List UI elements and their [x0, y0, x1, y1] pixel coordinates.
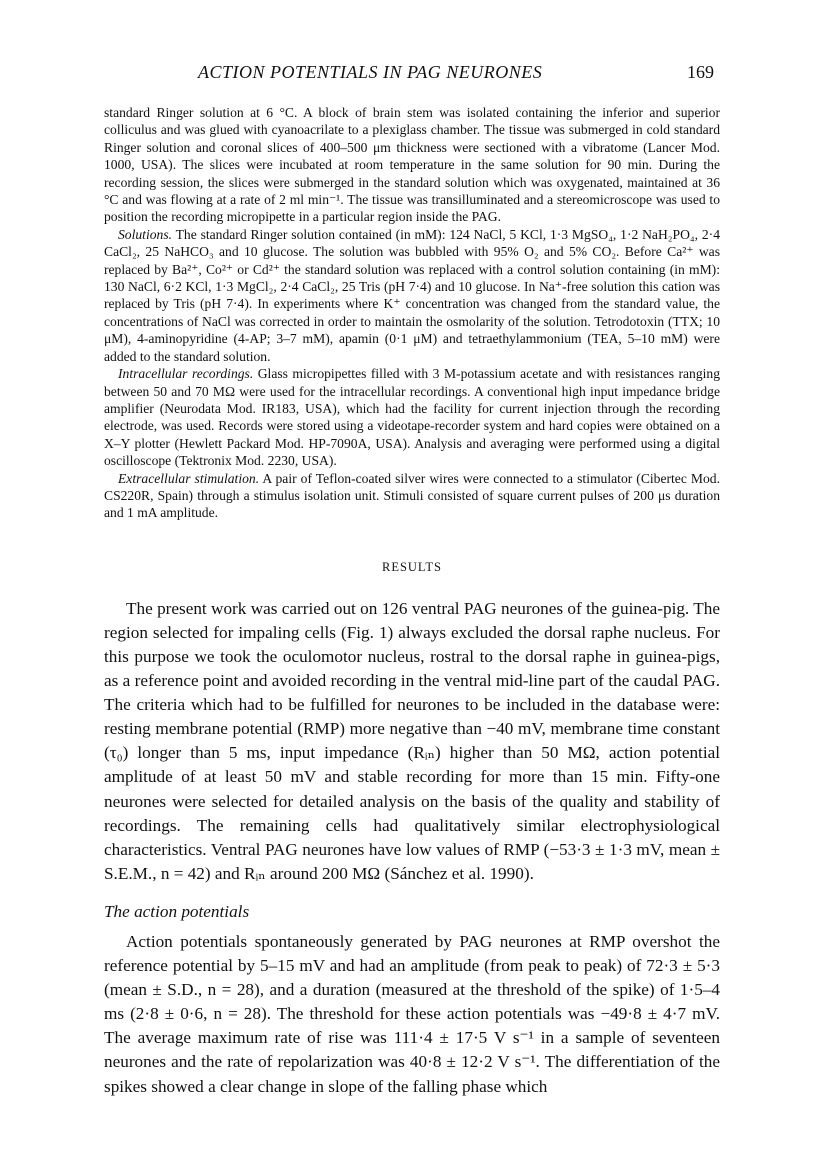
- running-title: ACTION POTENTIALS IN PAG NEURONES: [198, 62, 543, 82]
- action-potentials-subheading: The action potentials: [104, 901, 250, 921]
- methods-section: [104, 104, 720, 522]
- solutions-paragraph: [104, 226, 720, 365]
- page-number: 169: [687, 62, 714, 82]
- intracellular-paragraph: [104, 365, 720, 469]
- extracellular-paragraph: [104, 470, 720, 522]
- results-paragraph: The present work was carried out on 126 ventral PAG neurones of the guinea-pig. The region selected for impaling cells (Fig. 1) always excluded the dorsal raphe nucleus. For this purpose we took the oculomotor nucleus, rostral to the dorsal raphe in guinea-pigs, as a reference point and avoided recording in the ventral mid-line part of the caudal PAG. The criteria which had to be fulfilled for neurones to be included in the database were: resting membrane potential (RMP) more negative than −40 mV, membrane time constant (τ₀) longer than 5 ms, input impedance (Rᵢₙ) higher than 50 MΩ, action potential amplitude of at least 50 mV and stable recording for more than 15 min. Fifty-one neurones were selected for detailed analysis on the basis of the quality and stability of recordings. The remaining cells had qualitatively similar electrophysiological characteristics. Ventral PAG neurones have low values of RMP (−53·3 ± 1·3 mV, mean ± S.E.M., n = 42) and Rᵢₙ around 200 MΩ (Sánchez et al. 1990).: [104, 598, 720, 883]
- solutions-text: The standard Ringer solution contained (in mM): 124 NaCl, 5 KCl, 1·3 MgSO₄, 1·2 NaH₂PO₄, 2·4 CaCl₂, 25 NaHCO₃ and 10 glucose. The solution was bubbled with 95% O₂ and 5% CO₂. Before Ca²⁺ was replaced by Ba²⁺, Co²⁺ or Cd²⁺ the standard solution was replaced with a control solution containing (in mM): 130 NaCl, 6·2 KCl, 1·3 MgCl₂, 2·4 CaCl₂, 25 Tris (pH 7·4) and 10 glucose. In Na⁺-free solution this cation was replaced by Tris (pH 7·4). In experiments where K⁺ concentration was changed from the standard value, the concentrations of NaCl was corrected in order to maintain the osmolarity of the solution. Tetrodotoxin (TTX; 10 μM), 4-aminopyridine (4-AP; 3–7 mM), apamin (0·1 μM) and tetraethylammonium (TEA, 5–10 mM) were added to the standard solution.: [104, 226, 720, 364]
- journal-page: [104, 62, 720, 1099]
- results-section: [104, 597, 720, 1099]
- methods-paragraph: standard Ringer solution at 6 °C. A block of brain stem was isolated containing the inferior and superior colliculus and was glued with cyanoacrilate to a plexiglass chamber. The tissue was submerged in cold standard Ringer solution and coronal slices of 400–500 μm thickness were sectioned with a vibratome (Lancer Mod. 1000, USA). The slices were incubated at room temperature in the same solution for 90 min. During the recording session, the slices were submerged in the standard solution which was oxygenated, maintained at 36 °C and was flowing at a rate of 2 ml min⁻¹. The tissue was transilluminated and a stereomicroscope was used to position the recording micropipette in a particular region inside the PAG.: [104, 105, 720, 225]
- action-potentials-paragraph: Action potentials spontaneously generated by PAG neurones at RMP overshot the reference potential by 5–15 mV and had an amplitude (from peak to peak) of 72·3 ± 5·3 (mean ± S.D., n = 28), and a duration (measured at the threshold of the spike) of 1·5–4 ms (2·8 ± 0·6, n = 28). The threshold for these action potentials was −49·8 ± 4·7 mV. The average maximum rate of rise was 111·4 ± 17·5 V s⁻¹ in a sample of seventeen neurones and the rate of repolarization was 40·8 ± 12·2 V s⁻¹. The differentiation of the spikes showed a clear change in slope of the falling phase which: [104, 931, 720, 1096]
- page-header: [104, 62, 720, 92]
- extracellular-text: A pair of Teflon-coated silver wires were connected to a stimulator (Cibertec Mod. CS220R, Spain) through a stimulus isolation unit. Stimuli consisted of square current pulses of 200 μs duration and 1 mA amplitude.: [104, 470, 720, 521]
- intracellular-text: Glass micropipettes filled with 3 M-potassium acetate and with resistances ranging between 50 and 70 MΩ were used for the intracellular recordings. A conventional high input impedance bridge amplifier (Neurodata Mod. IR183, USA), which had the facility for current injection through the recording electrode, was used. Records were stored using a videotape-recorder system and hard copies were obtained on a X–Y plotter (Hewlett Packard Mod. HP-7090A, USA). Analysis and averaging were performed using a digital oscilloscope (Tektronix Mod. 2230, USA).: [104, 366, 720, 469]
- intracellular-heading: Intracellular recordings.: [118, 366, 254, 382]
- results-heading: RESULTS: [381, 559, 443, 574]
- solutions-heading: Solutions.: [118, 226, 173, 242]
- extracellular-heading: Extracellular stimulation.: [118, 470, 260, 486]
